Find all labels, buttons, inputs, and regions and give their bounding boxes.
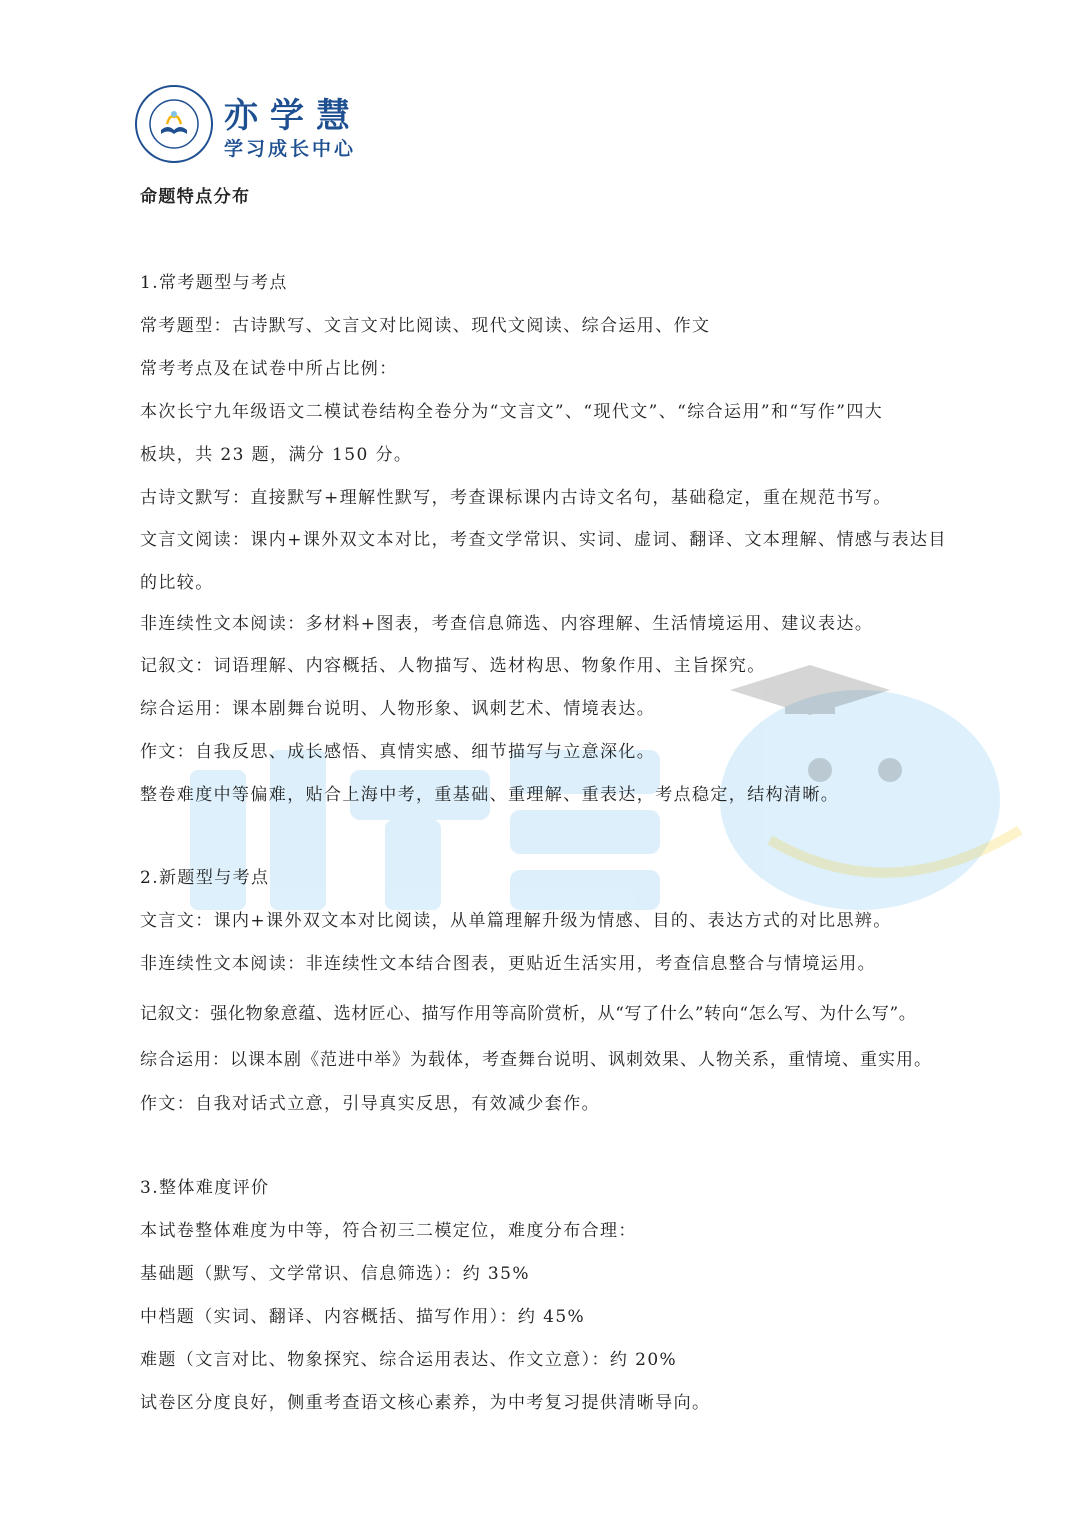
brand-logo <box>134 84 374 174</box>
section-title: 2.新题型与考点 <box>140 868 270 888</box>
paragraph-line: 文言文：课内+课外双文本对比阅读，从单篇理解升级为情感、目的、表达方式的对比思辨。 <box>140 911 892 931</box>
section-title: 3.整体难度评价 <box>140 1178 270 1198</box>
page-title: 命题特点分布 <box>140 187 251 207</box>
paragraph-line: 基础题（默写、文学常识、信息筛选）：约 35% <box>140 1264 530 1284</box>
paragraph-line: 非连续性文本阅读：非连续性文本结合图表，更贴近生活实用，考查信息整合与情境运用。 <box>140 954 876 974</box>
paragraph-line: 综合运用：课本剧舞台说明、人物形象、讽刺艺术、情境表达。 <box>140 699 656 719</box>
paragraph-line: 非连续性文本阅读：多材料+图表，考查信息筛选、内容理解、生活情境运用、建议表达。 <box>140 614 874 634</box>
paragraph-line: 的比较。 <box>140 573 214 593</box>
paragraph-line: 本次长宁九年级语文二模试卷结构全卷分为“文言文”、“现代文”、“综合运用”和“写作”四大 <box>140 402 884 422</box>
paragraph-line: 中档题（实词、翻译、内容概括、描写作用）：约 45% <box>140 1307 586 1327</box>
paragraph-line: 作文：自我对话式立意，引导真实反思，有效减少套作。 <box>140 1094 600 1114</box>
logo-title: 亦学慧 <box>224 96 362 136</box>
paragraph-line: 板块，共 23 题，满分 150 分。 <box>140 445 413 465</box>
logo-subtitle: 学习成长中心 <box>224 138 357 160</box>
paragraph-line: 整卷难度中等偏难，贴合上海中考，重基础、重理解、重表达，考点稳定，结构清晰。 <box>140 785 840 805</box>
paragraph-line: 本试卷整体难度为中等，符合初三二模定位，难度分布合理： <box>140 1221 637 1241</box>
section-title: 1.常考题型与考点 <box>140 273 288 293</box>
paragraph-line: 常考题型：古诗默写、文言文对比阅读、现代文阅读、综合运用、作文 <box>140 316 711 336</box>
paragraph-line: 综合运用：以课本剧《范进中举》为载体，考查舞台说明、讽刺效果、人物关系，重情境、重实用。 <box>140 1050 932 1070</box>
paragraph-line: 记叙文：词语理解、内容概括、人物描写、选材构思、物象作用、主旨探究。 <box>140 656 766 676</box>
paragraph-line: 作文：自我反思、成长感悟、真情实感、细节描写与立意深化。 <box>140 742 656 762</box>
paragraph-line: 常考考点及在试卷中所占比例： <box>140 359 398 379</box>
paragraph-line: 难题（文言对比、物象探究、综合运用表达、作文立意）：约 20% <box>140 1350 678 1370</box>
paragraph-line: 记叙文：强化物象意蕴、选材匠心、描写作用等高阶赏析，从“写了什么”转向“怎么写、为什么写”。 <box>140 1004 917 1024</box>
paragraph-line: 文言文阅读：课内+课外双文本对比，考查文学常识、实词、虚词、翻译、文本理解、情感与表达目 <box>140 530 947 550</box>
paragraph-line: 试卷区分度良好，侧重考查语文核心素养，为中考复习提供清晰导向。 <box>140 1393 711 1413</box>
logo-emblem-icon <box>134 84 214 164</box>
paragraph-line: 古诗文默写：直接默写+理解性默写，考查课标课内古诗文名句，基础稳定，重在规范书写。 <box>140 488 892 508</box>
